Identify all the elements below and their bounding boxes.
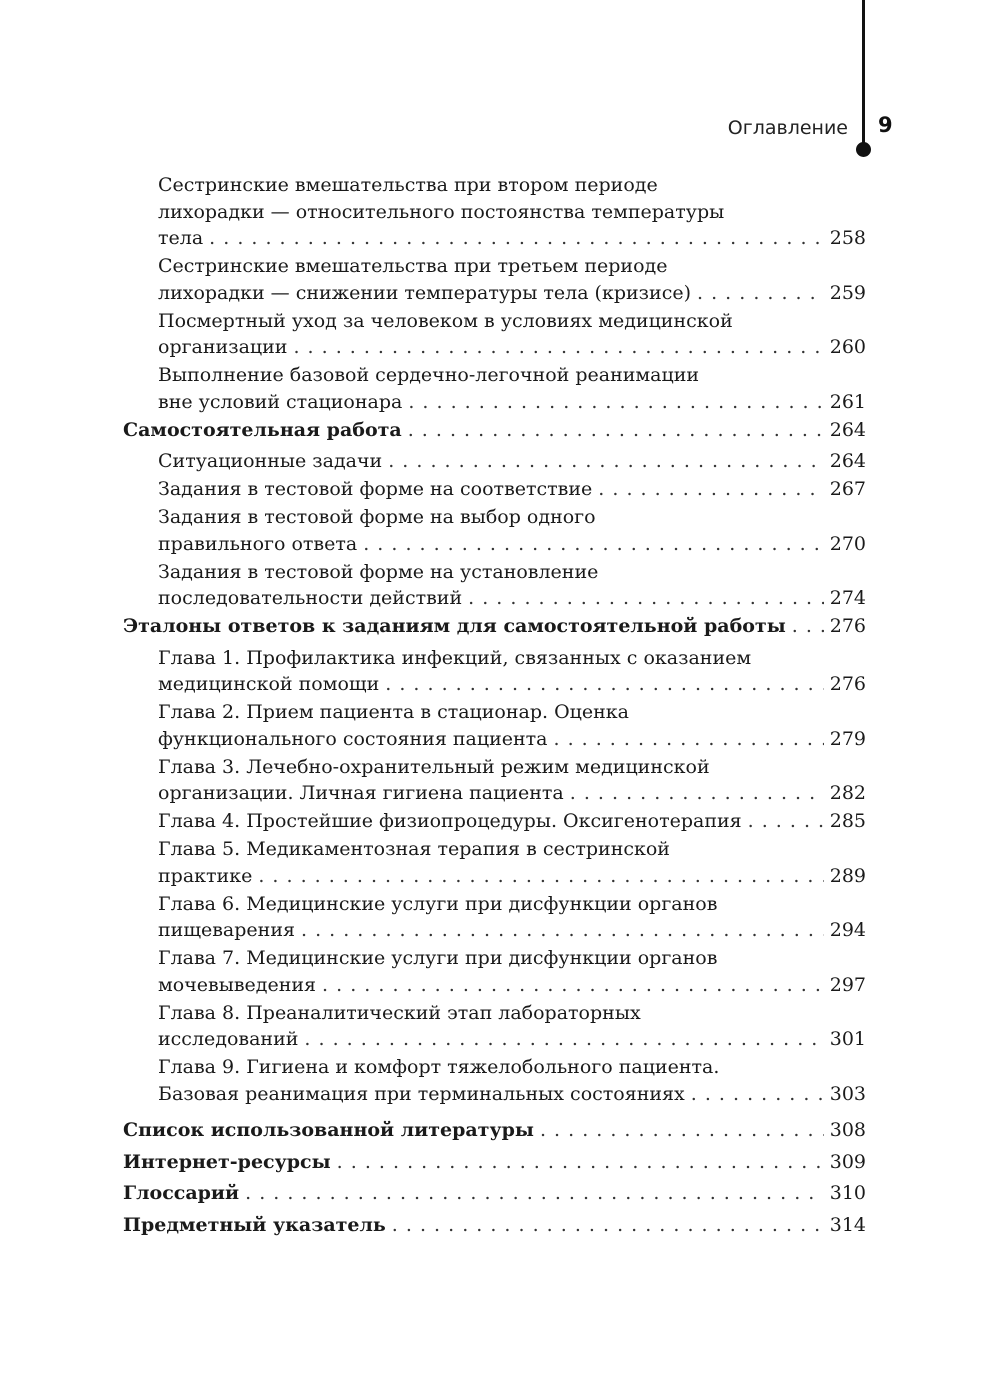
- toc-entry-title: тела: [158, 227, 204, 249]
- toc-entry-title: организации: [158, 336, 288, 358]
- toc-page-number: 279: [829, 727, 866, 750]
- toc-page-number: 258: [829, 227, 866, 249]
- toc-entry[interactable]: [123, 836, 866, 889]
- dot-leader: [540, 1117, 824, 1144]
- dot-leader: [301, 917, 824, 944]
- toc-entry-last-line: [123, 417, 866, 444]
- toc-entry[interactable]: [123, 945, 866, 998]
- toc-entry-title: Ситуационные задачи: [158, 450, 383, 472]
- toc-entry[interactable]: [123, 172, 866, 252]
- toc-entry-title-line: Посмертный уход за человеком в условиях медицинской: [158, 309, 733, 332]
- toc-entry-last-line: [158, 1026, 866, 1053]
- toc-entry-title: организации. Личная гигиена пациента: [158, 782, 564, 804]
- toc-entry[interactable]: [123, 754, 866, 807]
- toc-entry-last-line: [158, 531, 866, 558]
- dot-leader: [691, 1081, 824, 1108]
- dot-leader: [337, 1149, 824, 1176]
- toc-entry[interactable]: [123, 448, 866, 475]
- toc-page-number: 289: [829, 864, 866, 887]
- toc-page-number: 301: [829, 1028, 866, 1050]
- toc-entry-last-line: [158, 448, 866, 475]
- toc-entry-last-line: [158, 863, 866, 890]
- dot-leader: [293, 334, 823, 361]
- toc-entry-title-line: Глава 3. Лечебно-охранительный режим медицинской: [158, 755, 710, 778]
- dot-leader: [245, 1180, 824, 1207]
- toc-entry[interactable]: [123, 308, 866, 361]
- toc-entry[interactable]: [123, 808, 866, 835]
- toc-entry-title-line: Глава 7. Медицинские услуги при дисфункции органов: [158, 947, 718, 969]
- dot-leader: [209, 225, 824, 252]
- toc-entry-title: Глава 4. Простейшие физиопроцедуры. Оксигенотерапия: [158, 810, 742, 832]
- toc-entry-last-line: [158, 671, 866, 698]
- toc-entry-title: практике: [158, 864, 253, 887]
- running-header-title: Оглавление: [727, 117, 848, 139]
- toc-page-number: 264: [829, 418, 866, 441]
- toc-entry-title-line: Глава 2. Прием пациента в стационар. Оценка: [158, 701, 630, 723]
- toc-entry-title: медицинской помощи: [158, 673, 380, 695]
- toc-entry-last-line: [158, 726, 866, 753]
- dot-leader: [792, 613, 824, 640]
- toc-entry-last-line: [158, 585, 866, 612]
- toc-entry-last-line: [158, 972, 866, 999]
- toc-page-number: 282: [829, 782, 866, 804]
- toc-entry-title: Глоссарий: [123, 1182, 240, 1204]
- toc-page-number: 310: [829, 1182, 866, 1204]
- toc-entry-title: мочевыведения: [158, 973, 317, 996]
- toc-entry-title-line: Сестринские вмешательства при третьем периоде: [158, 255, 668, 277]
- toc-entry-last-line: [123, 1117, 866, 1144]
- toc-entry[interactable]: [123, 1117, 866, 1144]
- toc-entry-title-line: Задания в тестовой форме на установление: [158, 560, 599, 583]
- toc-entry-title: Интернет-ресурсы: [123, 1150, 331, 1173]
- dot-leader: [258, 863, 823, 890]
- toc-entry-last-line: [158, 225, 866, 252]
- toc-entry-title-line: Задания в тестовой форме на выбор одного: [158, 506, 596, 528]
- toc-entry-last-line: [158, 476, 866, 503]
- toc-entry[interactable]: [123, 504, 866, 557]
- toc-entry-title-line: Глава 9. Гигиена и комфорт тяжелобольного пациента.: [158, 1056, 720, 1078]
- toc-page-number: 285: [829, 810, 866, 832]
- dot-leader: [570, 780, 824, 807]
- dot-leader: [697, 280, 824, 307]
- toc-page-number: 308: [829, 1119, 866, 1141]
- toc-entry[interactable]: [123, 362, 866, 415]
- toc-page-number: 260: [829, 336, 866, 358]
- toc-entry-title-line: Глава 6. Медицинские услуги при дисфункции органов: [158, 892, 718, 915]
- dot-leader: [408, 389, 823, 416]
- dot-leader: [748, 808, 824, 835]
- dot-leader: [363, 531, 824, 558]
- toc-entry-title: лихорадки — снижении температуры тела (кризисе): [158, 281, 691, 304]
- toc-page-number: 303: [829, 1082, 866, 1105]
- toc-entry-last-line: [123, 1212, 866, 1239]
- toc-entry-title: исследований: [158, 1028, 299, 1050]
- toc-entry-last-line: [123, 1180, 866, 1207]
- toc-entry[interactable]: [123, 613, 866, 640]
- dot-leader: [392, 1212, 824, 1239]
- toc-page-number: 314: [829, 1213, 866, 1236]
- toc-page-number: 309: [829, 1150, 866, 1173]
- table-of-contents: [123, 172, 866, 1243]
- dot-leader: [322, 972, 824, 999]
- toc-entry[interactable]: [123, 891, 866, 944]
- dot-leader: [304, 1026, 823, 1053]
- toc-entry-title: Базовая реанимация при терминальных состояниях: [158, 1082, 685, 1105]
- toc-entry-last-line: [158, 389, 866, 416]
- toc-entry-title-line: Глава 5. Медикаментозная терапия в сестринской: [158, 838, 670, 860]
- toc-entry-title: Самостоятельная работа: [123, 418, 402, 441]
- toc-entry-title-line: Глава 8. Преаналитический этап лабораторных: [158, 1001, 641, 1024]
- toc-entry[interactable]: [123, 476, 866, 503]
- toc-entry-title-line: Выполнение базовой сердечно-легочной реанимации: [158, 364, 700, 386]
- dot-leader: [468, 585, 824, 612]
- toc-entry[interactable]: [123, 1149, 866, 1176]
- toc-entry-title: правильного ответа: [158, 532, 358, 555]
- toc-page-number: 270: [829, 532, 866, 555]
- toc-entry-title: пищеварения: [158, 919, 295, 941]
- header-vertical-rule: [862, 0, 865, 146]
- toc-entry[interactable]: [123, 699, 866, 752]
- toc-entry-last-line: [158, 280, 866, 307]
- toc-entry-last-line: [158, 334, 866, 361]
- toc-page-number: 294: [829, 919, 866, 941]
- toc-entry-title: Эталоны ответов к заданиям для самостоятельной работы: [123, 615, 786, 637]
- toc-entry[interactable]: [123, 1054, 866, 1107]
- toc-entry-title-line: лихорадки — относительного постоянства температуры: [158, 200, 725, 223]
- toc-entry[interactable]: [123, 417, 866, 444]
- toc-entry-title: Список использованной литературы: [123, 1119, 534, 1141]
- toc-entry-title: функционального состояния пациента: [158, 727, 548, 750]
- toc-entry-last-line: [123, 1149, 866, 1176]
- toc-entry[interactable]: [123, 253, 866, 306]
- dot-leader: [598, 476, 823, 503]
- toc-entry-title: вне условий стационара: [158, 390, 403, 413]
- dot-leader: [385, 671, 823, 698]
- toc-entry[interactable]: [123, 1000, 866, 1053]
- toc-entry-last-line: [123, 613, 866, 640]
- page-number: 9: [878, 113, 893, 137]
- toc-page-number: 264: [829, 450, 866, 472]
- toc-entry-last-line: [158, 780, 866, 807]
- toc-entry-title: Задания в тестовой форме на соответствие: [158, 478, 593, 500]
- toc-page-number: 274: [829, 587, 866, 609]
- header-rule-dot: [856, 142, 871, 157]
- dot-leader: [553, 726, 823, 753]
- dot-leader: [408, 417, 824, 444]
- toc-entry-title-line: Глава 1. Профилактика инфекций, связанных с оказанием: [158, 646, 752, 669]
- toc-entry[interactable]: [123, 1180, 866, 1207]
- toc-entry-last-line: [158, 1081, 866, 1108]
- toc-page-number: 261: [829, 390, 866, 413]
- toc-entry[interactable]: [123, 645, 866, 698]
- dot-leader: [388, 448, 824, 475]
- toc-entry[interactable]: [123, 1212, 866, 1239]
- toc-entry-title: Предметный указатель: [123, 1213, 386, 1236]
- toc-page-number: 267: [829, 478, 866, 500]
- toc-entry[interactable]: [123, 559, 866, 612]
- toc-entry-title: последовательности действий: [158, 587, 463, 609]
- toc-entry-last-line: [158, 917, 866, 944]
- toc-entry-last-line: [158, 808, 866, 835]
- toc-page-number: 276: [829, 673, 866, 695]
- toc-page-number: 276: [829, 615, 866, 637]
- toc-page-number: 297: [829, 973, 866, 996]
- toc-page-number: 259: [829, 281, 866, 304]
- toc-entry-title-line: Сестринские вмешательства при втором периоде: [158, 174, 658, 196]
